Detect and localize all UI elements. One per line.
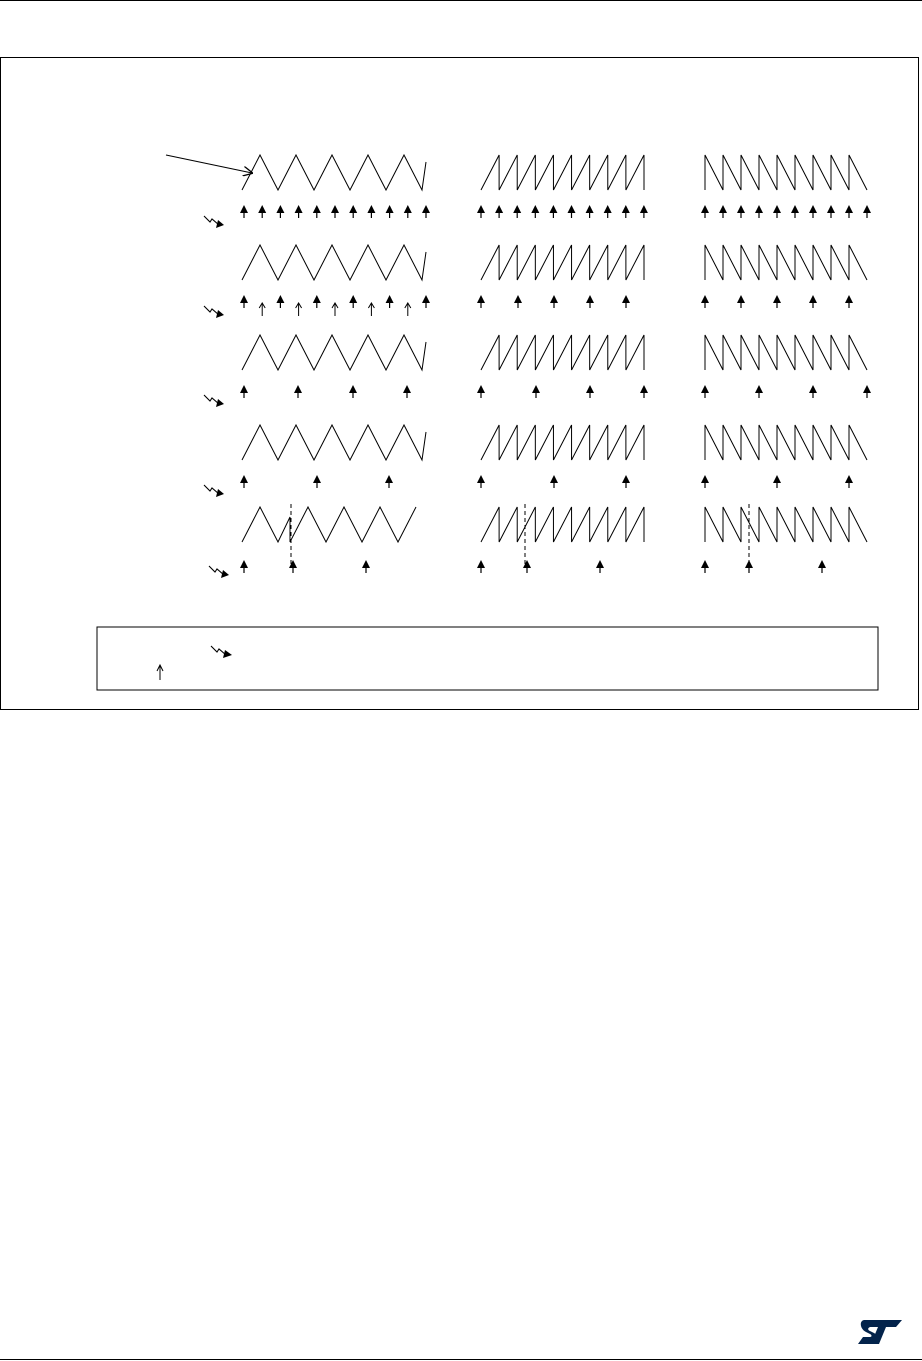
update-arrow <box>532 385 540 398</box>
triangle-wave-row-4 <box>242 425 426 460</box>
update-arrow <box>596 560 604 573</box>
update-arrow <box>737 205 745 218</box>
update-event-icon-row-1 <box>204 216 224 228</box>
triangle-wave-row-2 <box>242 245 426 280</box>
counter-pointer-arrow <box>166 155 252 173</box>
update-arrow <box>386 295 394 308</box>
underflow-arrow <box>368 303 374 316</box>
update-arrow <box>818 560 826 573</box>
upcount-wave-row-1 <box>481 155 644 190</box>
update-arrow <box>403 385 411 398</box>
update-arrow <box>809 385 817 398</box>
update-arrow <box>386 205 394 218</box>
update-arrow <box>523 560 531 573</box>
underflow-arrow <box>405 303 411 316</box>
timing-diagram <box>1 58 918 709</box>
update-arrow <box>367 205 375 218</box>
update-arrow <box>755 205 763 218</box>
header-rule <box>0 0 922 1</box>
update-arrow <box>640 205 648 218</box>
update-arrow <box>845 205 853 218</box>
update-arrow <box>863 385 871 398</box>
update-arrow <box>422 295 430 308</box>
update-event-icon-row-5 <box>209 566 229 578</box>
st-logo <box>858 1318 902 1346</box>
downcount-wave-row-5 <box>705 507 867 542</box>
update-arrow <box>773 475 781 488</box>
update-arrow <box>404 205 412 218</box>
update-arrow <box>477 295 485 308</box>
update-arrow <box>701 205 709 218</box>
downcount-wave-row-1 <box>705 155 867 190</box>
update-arrow <box>701 295 709 308</box>
update-arrow <box>240 295 248 308</box>
update-arrow <box>349 205 357 218</box>
update-arrow <box>550 295 558 308</box>
update-arrow <box>385 475 393 488</box>
footer-rule <box>0 1359 922 1360</box>
update-arrow <box>240 560 248 573</box>
update-arrow <box>549 205 557 218</box>
update-arrow <box>701 385 709 398</box>
update-arrow <box>773 295 781 308</box>
update-arrow <box>240 205 248 218</box>
update-arrow <box>586 385 594 398</box>
update-arrow <box>276 295 284 308</box>
update-arrow <box>313 205 321 218</box>
update-arrow <box>531 205 539 218</box>
update-arrow <box>294 385 302 398</box>
update-arrow <box>755 385 763 398</box>
update-arrow <box>845 475 853 488</box>
waveform-group <box>166 155 867 568</box>
update-arrow <box>349 295 357 308</box>
upcount-wave-row-3 <box>481 335 644 370</box>
figure-frame <box>0 57 919 710</box>
update-arrow <box>362 560 370 573</box>
update-arrow <box>276 205 284 218</box>
upcount-wave-row-2 <box>481 245 644 280</box>
update-arrow <box>845 295 853 308</box>
update-arrow <box>586 295 594 308</box>
update-arrow <box>809 295 817 308</box>
update-arrow <box>622 475 630 488</box>
update-arrow <box>477 205 485 218</box>
update-arrow <box>477 475 485 488</box>
update-arrow <box>773 205 781 218</box>
update-arrow <box>550 475 558 488</box>
underflow-arrow <box>332 303 338 316</box>
update-arrow <box>622 205 630 218</box>
update-arrow <box>313 475 321 488</box>
downcount-wave-row-3 <box>705 335 867 370</box>
update-event-icon-row-3 <box>204 395 224 407</box>
update-event-icon-row-4 <box>204 485 224 497</box>
update-arrow <box>513 205 521 218</box>
st-logo-mark <box>858 1320 902 1344</box>
triangle-wave-row-1 <box>242 155 426 190</box>
update-arrow <box>640 385 648 398</box>
update-arrow <box>349 385 357 398</box>
update-arrow <box>422 205 430 218</box>
update-arrow <box>719 205 727 218</box>
underflow-arrow <box>259 303 265 316</box>
legend-update-event-icon <box>211 646 232 658</box>
update-arrow <box>477 560 485 573</box>
triangle-wave-row-3 <box>242 335 426 370</box>
update-arrow <box>477 385 485 398</box>
legend-box <box>97 627 878 690</box>
update-arrow <box>258 205 266 218</box>
update-arrow <box>289 560 297 573</box>
legend-counter-underflow-icon <box>157 665 163 680</box>
legend-group <box>97 627 878 690</box>
update-arrow <box>701 560 709 573</box>
upcount-wave-row-4 <box>481 425 644 460</box>
update-arrow <box>622 295 630 308</box>
update-arrow <box>701 475 709 488</box>
underflow-arrow <box>296 303 302 316</box>
update-arrow <box>791 205 799 218</box>
update-arrow <box>240 385 248 398</box>
update-arrow <box>827 205 835 218</box>
update-arrow <box>604 205 612 218</box>
triangle-wave-row-5 <box>242 507 416 542</box>
update-arrow <box>313 295 321 308</box>
update-arrow <box>863 205 871 218</box>
downcount-wave-row-2 <box>705 245 867 280</box>
update-arrow <box>514 295 522 308</box>
update-arrow <box>737 295 745 308</box>
update-arrow <box>331 205 339 218</box>
upcount-wave-row-5 <box>481 507 644 542</box>
update-arrow <box>809 205 817 218</box>
update-arrow <box>586 205 594 218</box>
update-arrow <box>568 205 576 218</box>
downcount-wave-row-4 <box>705 425 867 460</box>
update-arrow <box>295 205 303 218</box>
update-arrow <box>745 560 753 573</box>
update-arrow <box>240 475 248 488</box>
update-arrow <box>495 205 503 218</box>
update-event-icon-row-2 <box>204 306 224 318</box>
